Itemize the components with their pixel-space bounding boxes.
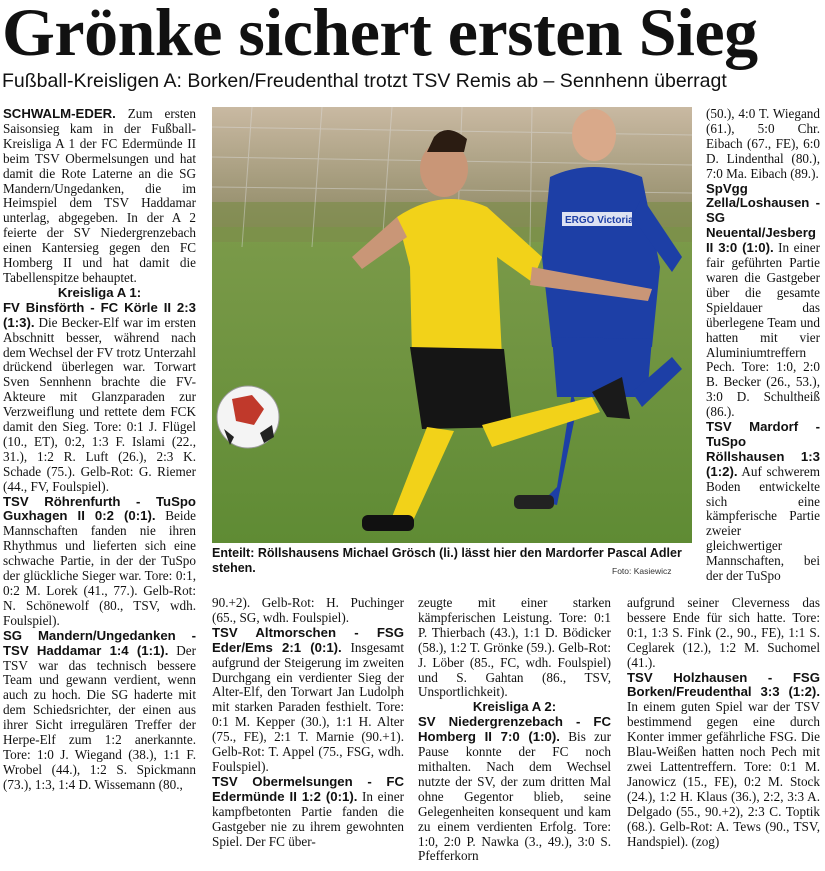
match-text: (50.), 4:0 T. Wiegand (61.), 5:0 Chr. Eibach (67., FE), 6:0 D. Lindenthal (80.), 7:0 Ma. Eibach (89.).	[706, 106, 820, 181]
match-text: In einer fair geführten Partie waren die Gastgeber über die gesamte Spieldauer das überlegene Team und hatten mit vier Aluminiumtreffern Pech. Tore: 1:0, 2:0 B. Becker (26., 53.), 3:0 D. Schultheiß (86.).	[706, 240, 821, 420]
match-text: Insgesamt aufgrund der Steigerung im zweiten Durchgang ein verdienter Sieg der Alter-Elf, den Torwart Jan Ludolph mit starken Paraden festhielt. Tore: 0:1 M. Kepper (30.), 1:1 H. Alter (75., FE), 2:1 T. Marnie (90.+1). Gelb-Rot: T. Appel (75., FSG, wdh. Foulspiel).	[212, 639, 405, 774]
article-column-2	[212, 596, 404, 849]
football	[217, 386, 279, 448]
match-text: Auf schwerem Boden entwickelte sich eine kämpferische Partie zweier gleichwertiger Mannschaften, bei der der TuSpo	[706, 463, 820, 584]
match-text: Beide Mannschaften fanden nie ihren Rhythmus und lieferten sich eine schwache Partie, in der der TuSpo der glückliche Sieger war. Tore: 0:1, 0:2 M. Lorek (41., 77.). Gelb-Rot: N. Schönewolf (80., TSV, wdh. Foulspiel).	[3, 508, 196, 628]
match-text: 90.+2). Gelb-Rot: H. Puchinger (65., SG, wdh. Foulspiel).	[212, 595, 404, 625]
match-photo	[212, 107, 692, 543]
article-column-5	[706, 107, 820, 584]
intro-text: Zum ersten Saisonsieg kam in der Fußball-Kreisliga A 1 der FC Edermünde II beim TSV Obermelsungen und hat damit die Rote Laterne an die SG Mandern/Ungedanken, die im Heimspiel dem TSV Haddamar unterlag, abgegeben. In der A 2 feierte der SV Niedergrenzebach einen Kantersieg gegen den FC Homberg II und hat damit die Tabellenspitze behauptet.	[3, 106, 196, 285]
headline: Grönke sichert ersten Sieg	[2, 0, 758, 70]
football-action-photo	[212, 107, 692, 543]
photo-caption: Enteilt: Röllshausens Michael Grösch (li.) lässt hier den Mardorfer Pascal Adler stehen.	[212, 546, 682, 575]
match-heading: SV Niedergrenzebach - FC Homberg II 7:0 (1:0).	[418, 714, 611, 745]
jersey-sponsor: ERGO Victoria	[565, 215, 634, 226]
match-text: aufgrund seiner Cleverness das bessere Ende für sich hatte. Tore: 0:1, 1:3 S. Fink (2., 90., FE), 1:1 S. Ceglarek (12.), 1:2 M. Suchomel (41.).	[627, 595, 820, 670]
match-text: Der TSV war das technisch bessere Team und gewann verdient, wenn auch zu hoch. Die SG haderte mit dem Schiedsrichter, der einen aus ihrer Sicht irregulären Treffer der Herpe-Elf zum 1:2 anerkannte. Tore: 1:0 J. Wiegand (38.), 1:1 F. Wrobel (44.), 1:2 S. Spickmann (73.), 1:3, 1:4 D. Wissemann (80.,	[3, 642, 197, 792]
article-column-3	[418, 596, 611, 864]
match-heading: TSV Mardorf - TuSpo Röllshausen 1:3 (1:2).	[706, 419, 820, 479]
match-text: zeugte mit einer starken kämpferischen Leistung. Tore: 0:1 P. Thierbach (43.), 1:1 D. Bödicker (58.), 1:2 T. Grönke (59.). Gelb-Rot: J. Löber (85., FC, wdh. Foulspiel) und S. Gahtan (86., TSV, Unsportlichkeit).	[418, 595, 611, 700]
league-heading-a1: Kreisliga A 1:	[57, 284, 142, 300]
match-text: In einer kampfbetonten Partie fanden die Gastgeber nie zu ihrem gewohnten Spiel. Der FC über-	[212, 788, 404, 849]
match-heading: FV Binsförth - FC Körle II 2:3 (1:3).	[3, 299, 196, 330]
match-heading: TSV Röhrenfurth - TuSpo Guxhagen II 0:2 (0:1).	[3, 493, 196, 524]
match-heading: TSV Obermelsungen - FC Edermünde II 1:2 (0:1).	[212, 773, 404, 804]
match-text: Die Becker-Elf war im ersten Abschnitt besser, während nach dem Wechsel der FV trotz Unterzahl drückend überlegen war. Torwart Sven Sennhenn brachte die FV-Akteure mit Glanzparaden zur Verzweiflung und rettete dem FCK damit den Sieg. Tore: 0:1 J. Flügel (10., ET), 0:2, 1:3 F. Islami (22., 31.), 1:2 R. Luft (26.), 2:3 K. Schade (75.). Gelb-Rot: G. Riemer (44., FV, Foulspiel).	[3, 314, 196, 494]
match-text: Bis zur Pause konnte der FC noch mithalten. Nach dem Wechsel nutzte der SV, der zum dritten Mal ohne Gegentor blieb, seine Gelegenheiten konsequent und kam zu einem verdienten Erfolg. Tore: 1:0, 2:0 P. Nawka (3., 49.), 3:0 S. Pfefferkorn	[418, 729, 611, 864]
photo-credit: Foto: Kasiewicz	[612, 566, 672, 576]
match-heading: TSV Holzhausen - FSG Borken/Freudenthal 3:3 (1:2).	[627, 669, 820, 700]
kicker: SCHWALM-EDER.	[3, 106, 116, 121]
match-heading: SpVgg Zella/Loshausen - SG Neuental/Jesberg II 3:0 (1:0).	[706, 180, 820, 256]
league-heading-a2: Kreisliga A 2:	[472, 699, 557, 715]
match-heading: TSV Altmorschen - FSG Eder/Ems 2:1 (0:1).	[212, 624, 404, 655]
article-column-4	[627, 596, 820, 849]
match-heading: SG Mandern/Ungedanken - TSV Haddamar 1:4 (1:1).	[3, 627, 196, 658]
subheadline: Fußball-Kreisligen A: Borken/Freudenthal trotzt TSV Remis ab – Sennhenn überragt	[2, 70, 727, 92]
article-column-1	[3, 107, 196, 793]
match-text: In einem guten Spiel war der TSV bestimmend gegen eine durch Konter immer gefährliche FSG. Die Blau-Weißen hatten noch Pech mit zwei Lattentreffern. Tore: 0:1 M. Janowicz (15., FE), 0:2 M. Stock (24.), 1:2 H. Klaus (36.), 2:2, 3:3 A. Delgado (55., 90.+2), 2:3 C. Toptik (68.). Gelb-Rot: A. Tews (90., TSV, Handspiel). (zog)	[627, 699, 820, 849]
